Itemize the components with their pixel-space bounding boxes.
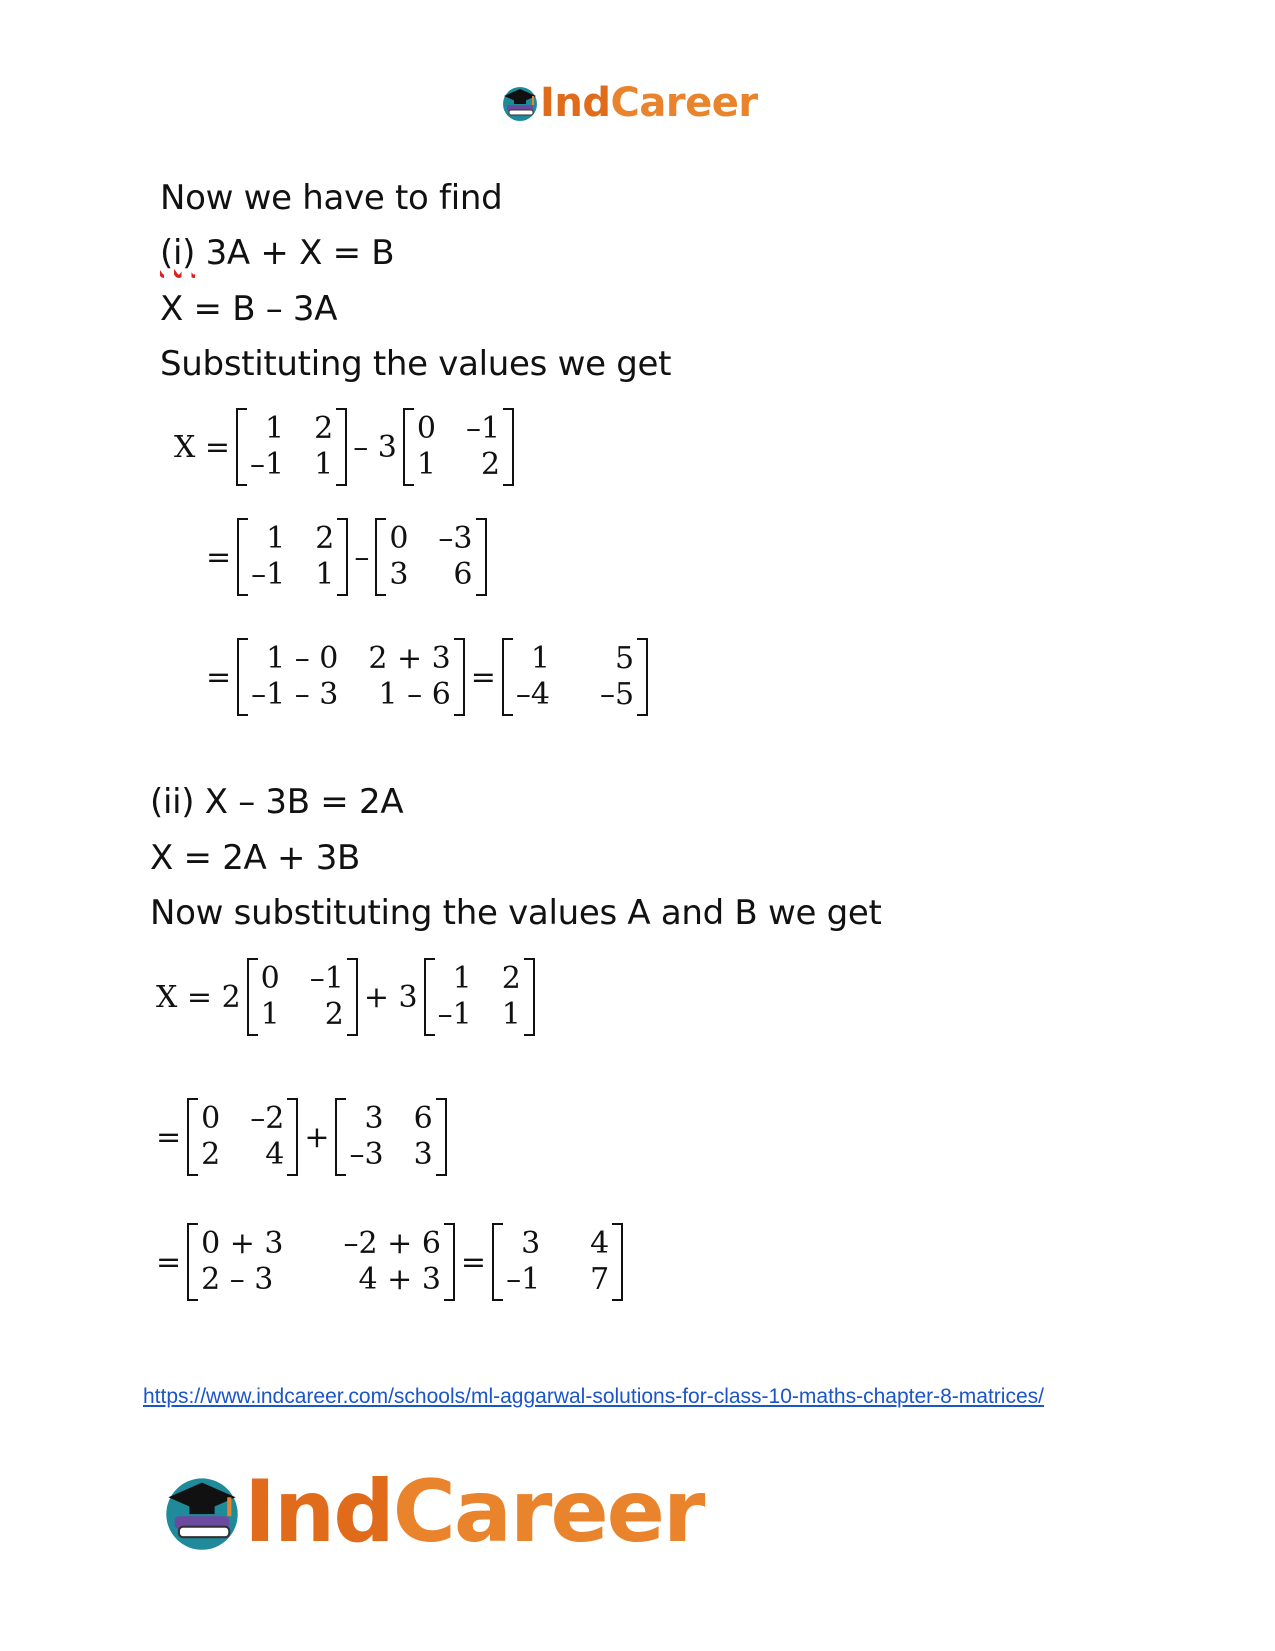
footer-logo — [160, 1462, 703, 1562]
matrix — [237, 640, 465, 714]
matrix-cell: 7 — [590, 1262, 610, 1297]
matrix-cell: 3 — [364, 1101, 384, 1136]
part-ii-substitute-text: Now substituting the values A and B we get — [150, 893, 882, 933]
matrix — [236, 410, 347, 484]
matrix-cell: 5 — [615, 641, 635, 676]
matrix-cell: –2 — [250, 1101, 285, 1136]
part-i-equation-text: 3A + X = B — [195, 233, 395, 273]
step-lhs: = — [156, 1119, 182, 1155]
part-ii-equation: (ii) X – 3B = 2A — [150, 782, 404, 822]
matrix-cell: –1 – 3 — [251, 677, 339, 712]
matrix-cell: 3 — [413, 1137, 433, 1172]
graduation-cap-icon — [160, 1470, 244, 1554]
matrix-cell: –1 — [506, 1262, 541, 1297]
source-link[interactable]: https://www.indcareer.com/schools/ml-aggarwal-solutions-for-class-10-maths-chapter-8-matrices/ — [143, 1385, 1044, 1408]
matrix-cell: 1 — [501, 997, 521, 1032]
part-ii-rearranged: X = 2A + 3B — [150, 838, 361, 878]
step-operator: + 3 — [363, 979, 418, 1015]
logo-text-ind: Ind — [244, 1462, 393, 1562]
matrix-cell: 3 — [389, 557, 409, 592]
matrix-cell: 1 — [260, 997, 280, 1032]
step-operator: + — [304, 1119, 330, 1155]
part-i-substitute-text: Substituting the values we get — [160, 344, 672, 384]
part-i-step-2 — [200, 520, 487, 594]
matrix — [492, 1225, 623, 1299]
matrix-cell: 1 — [452, 961, 472, 996]
matrix-cell: 1 — [315, 557, 335, 592]
matrix — [403, 410, 514, 484]
step-operator: – 3 — [353, 429, 397, 465]
matrix-cell: –4 — [515, 677, 551, 712]
matrix-cell: –5 — [600, 677, 635, 712]
matrix-cell: 2 — [480, 447, 501, 482]
matrix-cell: 1 – 0 — [266, 641, 339, 676]
part-i-step-1 — [168, 410, 514, 484]
matrix-cell: 1 — [530, 641, 551, 676]
step-lhs: X = 2 — [156, 979, 241, 1015]
matrix — [237, 520, 348, 594]
matrix-cell: –3 — [438, 521, 473, 556]
matrix — [187, 1225, 455, 1299]
step-lhs: = — [156, 1244, 182, 1280]
part-ii-step-1 — [150, 960, 535, 1034]
step-operator: – — [354, 539, 370, 575]
matrix-cell: 4 — [265, 1137, 285, 1172]
matrix-cell: –1 — [251, 557, 286, 592]
matrix — [502, 640, 648, 714]
matrix-cell: 1 — [266, 521, 286, 556]
matrix-cell: 1 — [265, 411, 285, 446]
matrix-cell: 2 — [315, 521, 335, 556]
matrix — [187, 1100, 298, 1174]
step-lhs: = — [206, 539, 232, 575]
matrix-cell: 0 — [416, 411, 436, 446]
part-i-step-3 — [200, 640, 648, 714]
header-logo — [500, 78, 758, 128]
matrix-cell: 0 — [201, 1101, 221, 1136]
matrix — [335, 1100, 446, 1174]
matrix-cell: –1 — [465, 411, 501, 446]
step-operator: = — [460, 1244, 487, 1280]
matrix-cell: 1 — [416, 447, 436, 482]
matrix-cell: 2 + 3 — [368, 641, 451, 676]
matrix-cell: –2 + 6 — [343, 1226, 441, 1261]
matrix — [375, 520, 486, 594]
matrix-cell: –1 — [437, 997, 472, 1032]
matrix-cell: 0 — [389, 521, 409, 556]
matrix-cell: 2 — [324, 997, 344, 1032]
matrix-cell: 3 — [521, 1226, 541, 1261]
matrix-cell: 4 + 3 — [358, 1262, 441, 1297]
step-operator: = — [470, 659, 496, 695]
matrix-cell: 1 – 6 — [378, 677, 451, 712]
matrix-cell: 2 – 3 — [201, 1262, 274, 1297]
part-ii-step-3 — [150, 1225, 623, 1299]
matrix-cell: 2 — [314, 411, 334, 446]
matrix-cell: –1 — [250, 447, 285, 482]
matrix-cell: 6 — [453, 557, 473, 592]
matrix-cell: 1 — [314, 447, 334, 482]
logo-text-ind: Ind — [540, 80, 611, 126]
graduation-cap-icon — [500, 83, 540, 123]
matrix-cell: 4 — [590, 1226, 610, 1261]
matrix-cell: 0 + 3 — [201, 1226, 284, 1261]
part-ii-step-2 — [150, 1100, 447, 1174]
part-i-rearranged: X = B – 3A — [160, 289, 338, 329]
matrix-cell: 0 — [260, 961, 280, 996]
step-lhs: X = — [174, 429, 231, 465]
matrix-cell: 2 — [501, 961, 521, 996]
intro-text: Now we have to find — [160, 178, 503, 218]
matrix — [247, 960, 358, 1034]
logo-text-career: Career — [610, 80, 758, 126]
step-lhs: = — [206, 659, 232, 695]
matrix — [424, 960, 535, 1034]
matrix-cell: –1 — [309, 961, 344, 996]
logo-text-career: Career — [392, 1462, 704, 1562]
matrix-cell: 6 — [413, 1101, 433, 1136]
part-i-label: (i) — [160, 233, 196, 273]
part-i-equation — [160, 233, 394, 273]
matrix-cell: –3 — [349, 1137, 384, 1172]
matrix-cell: 2 — [201, 1137, 221, 1172]
